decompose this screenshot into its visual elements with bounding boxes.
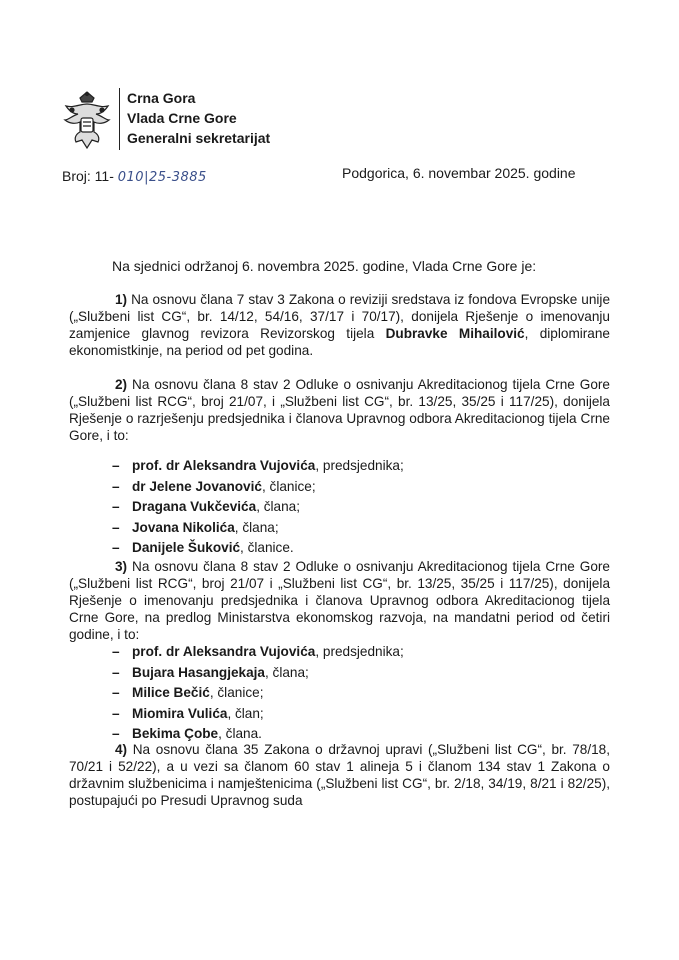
item-1-name: Dubravke Mihailović xyxy=(385,325,525,341)
list-item: – Miomira Vulića, član; xyxy=(112,704,404,725)
header-government: Vlada Crne Gore xyxy=(127,110,237,126)
intro-sentence: Na sjednici održanoj 6. novembra 2025. godine, Vlada Crne Gore je: xyxy=(112,258,537,274)
item-2-text: Na osnovu člana 8 stav 2 Odluke o osnivanju Akreditacionog tijela Crne Gore („Službeni list RCG“, broj 21/07, i „Službeni list CG“, br. 13/25, 35/25 i 117/25), donijela Rješenje o razrješenju predsjednika i članova Upravnog odbora Akreditacionog tijela Crne Gore, i to: xyxy=(69,377,610,443)
item-1-text-b: , diplomirane ekonomistkinje, na period od pet godina. xyxy=(69,325,610,358)
item-1-text-a: Na osnovu člana 7 stav 3 Zakona o reviziji sredstava iz fondova Evropske unije („Službeni list CG“, br. 14/12, 54/16, 37/17 i 70/17), donijela Rješenje o imenovanju zamjenice glavnog revizora Revizorskog tijela xyxy=(69,292,610,341)
item-4 xyxy=(69,742,610,810)
list-item: – dr Jelene Jovanović, članice; xyxy=(112,477,404,498)
item-1-number: 1) xyxy=(115,292,128,307)
item-3 xyxy=(69,559,610,644)
list-item: – Danijele Šuković, članice. xyxy=(112,538,404,559)
list-item: – Milice Bečić, članice; xyxy=(112,683,404,704)
item-4-text: Na osnovu člana 35 Zakona o državnoj upravi („Službeni list CG“, br. 78/18, 70/21 i 52/22), a u vezi sa članom 60 stav 1 alineja 5 i članom 134 stav 1 Zakona o državnim službenicima i namještenicima („Službeni list CG“, br. 2/18, 34/19, 8/21 i 82/25), postupajući po Presudi Upravnog suda xyxy=(69,742,610,808)
item-4-number: 4) xyxy=(115,742,128,757)
list-item: – prof. dr Aleksandra Vujovića, predsjednika; xyxy=(112,642,404,663)
list-item: – Dragana Vukčevića, člana; xyxy=(112,497,404,518)
item-3-member-list xyxy=(112,642,404,745)
list-item: – prof. dr Aleksandra Vujovića, predsjednika; xyxy=(112,456,404,477)
item-3-text: Na osnovu člana 8 stav 2 Odluke o osnivanju Akreditacionog tijela Crne Gore („Službeni list RCG“, broj 21/07 i „Službeni list CG“, br. 13/25, 35/25 i 117/25), donijela Rješenje o imenovanju predsjednika i članova Upravnog odbora Akreditacionog tijela Crne Gore, na predlog Ministarstva ekonomskog razvoja, na mandatni period od četiri godine, i to: xyxy=(69,559,610,642)
header-divider xyxy=(119,88,120,150)
item-2-number: 2) xyxy=(115,377,128,392)
item-3-number: 3) xyxy=(115,559,128,574)
header-country: Crna Gora xyxy=(127,90,196,106)
header-department: Generalni sekretarijat xyxy=(127,130,271,146)
reference-label: Broj: 11- xyxy=(62,168,114,184)
item-1 xyxy=(69,292,610,360)
date-line: Podgorica, 6. novembar 2025. godine xyxy=(342,165,576,181)
item-2-member-list xyxy=(112,456,404,559)
list-item: – Jovana Nikolića, člana; xyxy=(112,518,404,539)
reference-handwritten: 010|25-3885 xyxy=(117,170,207,185)
montenegro-coat-of-arms-icon xyxy=(62,90,112,152)
item-2 xyxy=(69,377,610,445)
list-item: – Bujara Hasangjekaja, člana; xyxy=(112,663,404,684)
reference-number xyxy=(62,168,207,185)
list-item: – Bekima Çobe, člana. xyxy=(112,724,404,745)
